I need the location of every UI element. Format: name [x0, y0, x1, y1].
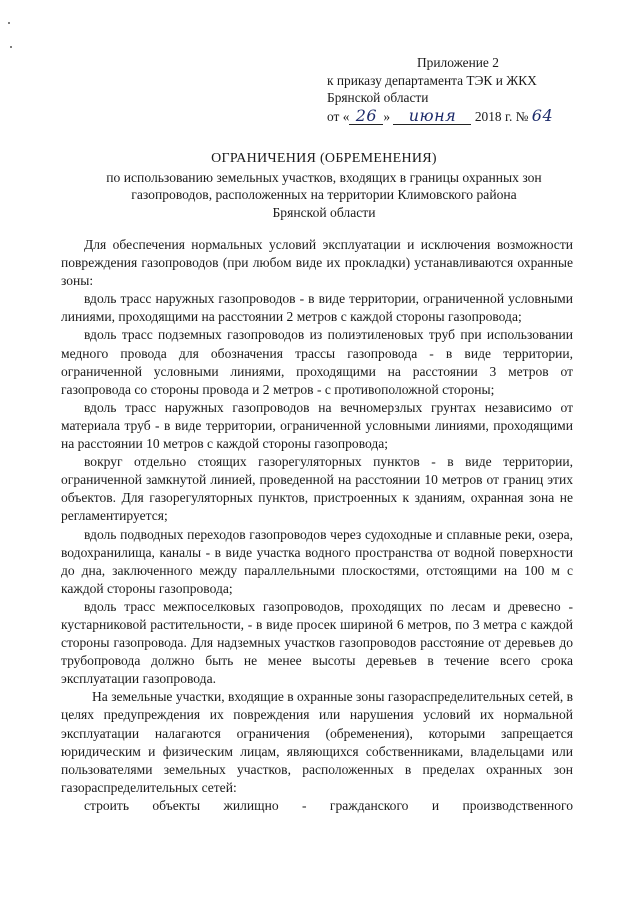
appendix-label: Приложение 2: [417, 55, 499, 70]
date-mid: »: [383, 108, 391, 124]
paragraph-restrictions: На земельные участки, входящие в охранные зоны газораспределительных сетей, в целях предупреждения их повреждения или нарушения условий их нормальной эксплуатации налагаются ограничения (обременения), которыми запрещается юридическим и физическим лицам, являющихся собственниками, владельцами или пользователями земельных участков, расположенных в пределах охранных зон газораспределительных сетей:: [61, 689, 573, 795]
title-line-2: газопроводов, расположенных на территории Климовского района: [131, 187, 517, 202]
paragraph-regulator-stations: вокруг отдельно стоящих газорегуляторных пунктов - в виде территории, ограниченной замкнутой линией, проведенной на расстоянии 10 метров от границ этих объектов. Для газорегуляторных пунктов, пристроенных к зданиям, охранная зона не регламентируется;: [61, 454, 573, 524]
region-name: Брянской области: [327, 90, 429, 105]
paragraph-underwater-crossings: вдоль подводных переходов газопроводов через судоходные и сплавные реки, озера, водохранилища, каналы - в виде участка водного пространства от водной поверхности до дна, заключенного между параллельными плоскостями, отстоящими на 100 м с каждой стороны газопровода;: [61, 526, 573, 596]
paragraph-intro: Для обеспечения нормальных условий эксплуатации и исключения возможности повреждения газопроводов (при любом виде их прокладки) устанавливаются охранные зоны:: [61, 237, 573, 289]
title-line-1: по использованию земельных участков, входящих в границы охранных зон: [106, 169, 542, 185]
date-year: 2018 г. №: [474, 108, 529, 124]
date-prefix: от «: [327, 108, 350, 124]
appendix-header: [327, 54, 627, 125]
handwritten-number: 64: [531, 105, 554, 125]
scan-mark: [8, 22, 10, 24]
paragraph-polyethylene-pipelines: вдоль трасс подземных газопроводов из полиэтиленовых труб при использовании медного провода для обозначения трассы газопровода - в виде территории, ограниченной условными линиями, проходящими на расстоянии 3 метров от газопровода со стороны провода и 2 метров - с противоположной стороны;: [61, 327, 573, 397]
paragraph-permafrost-pipelines: вдоль трасс наружных газопроводов на вечномерзлых грунтах независимо от материала труб - в виде территории, ограниченной условными линиями, проходящими на расстоянии 10 метров с каждой стороны газопровода;: [61, 399, 573, 452]
document-title: [60, 150, 588, 221]
paragraph-outdoor-pipelines: вдоль трасс наружных газопроводов - в виде территории, ограниченной условными линиями, проходящими на расстоянии 2 метров с каждой стороны газопровода;: [61, 291, 573, 325]
handwritten-day: 26: [355, 105, 378, 125]
scan-mark: [10, 46, 12, 48]
order-date-line: [327, 107, 627, 126]
handwritten-month: июня: [408, 105, 457, 125]
document-body: [61, 236, 573, 815]
title-heading: ОГРАНИЧЕНИЯ (ОБРЕМЕНЕНИЯ): [211, 151, 437, 166]
paragraph-prohibition-item: строить объекты жилищно - гражданского и производственного: [84, 797, 573, 813]
order-reference: к приказу департамента ТЭК и ЖКХ: [327, 72, 537, 88]
title-line-3: Брянской области: [272, 204, 376, 220]
paragraph-forest-pipelines: вдоль трасс межпоселковых газопроводов, проходящих по лесам и древесно - кустарниковой растительности, - в виде просек шириной 6 метров, по 3 метра с каждой стороны газопровода. Для надземных участков газопроводов расстояние от деревьев до трубопровода должно быть не менее высоты деревьев в течение всего срока эксплуатации газопровода.: [61, 598, 573, 687]
